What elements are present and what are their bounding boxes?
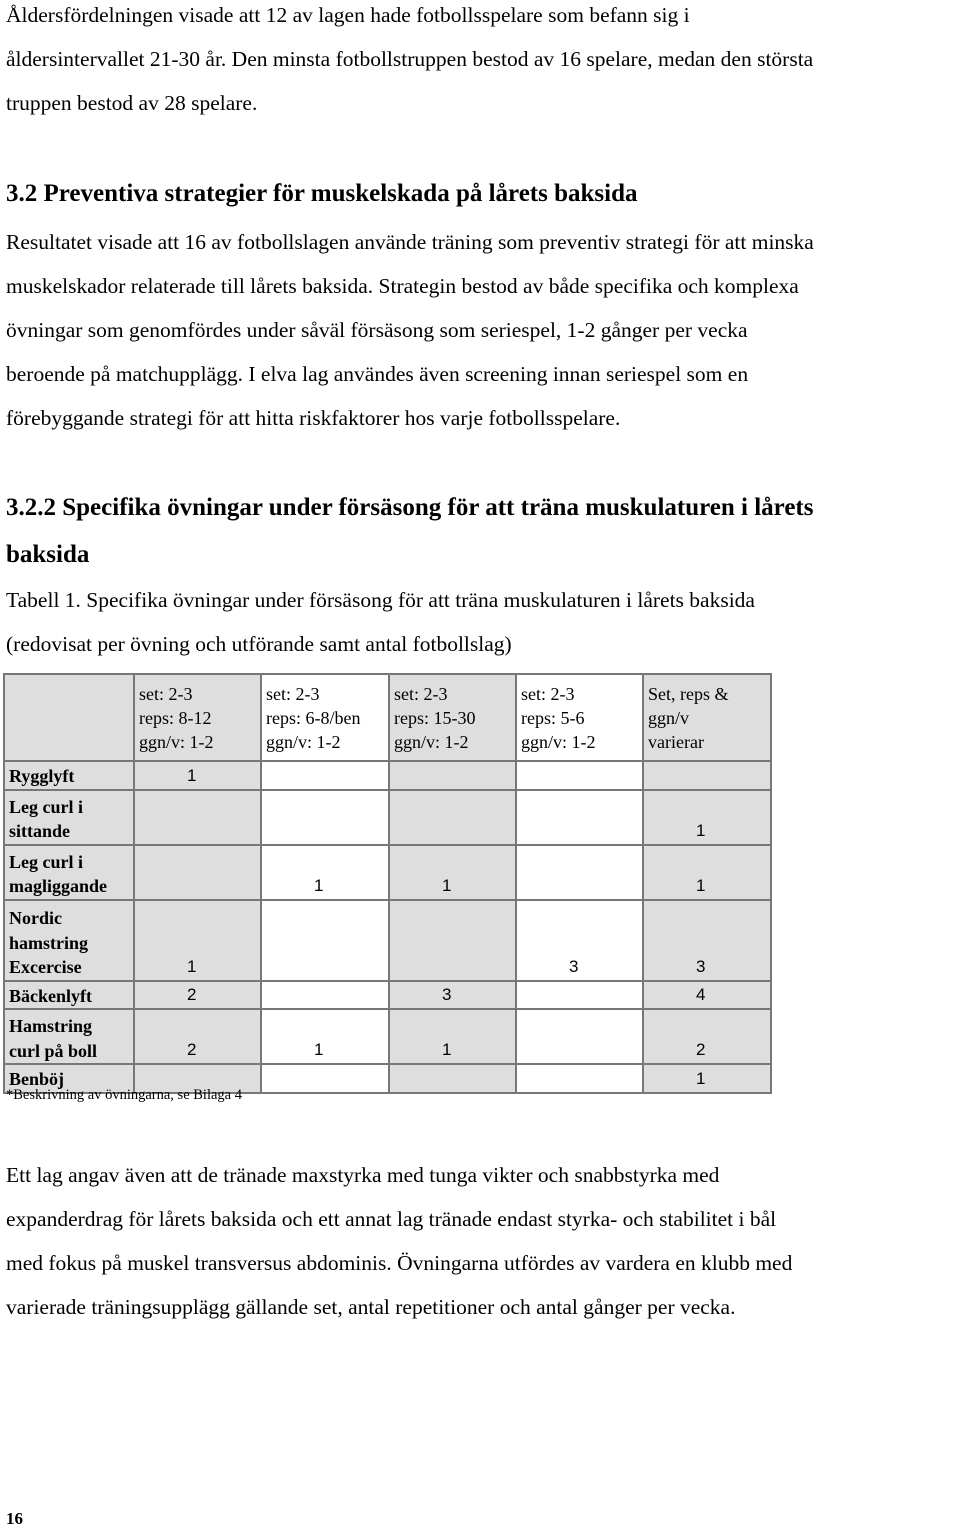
table-header-row	[4, 674, 771, 761]
value-cell	[516, 790, 643, 845]
exercise-label: magliggande	[9, 876, 108, 896]
team-count: 1	[696, 1068, 706, 1088]
value-cell	[134, 790, 261, 845]
value-cell	[516, 1009, 643, 1064]
value-cell	[643, 1064, 771, 1093]
table-footnote: *Beskrivning av övningarna, se Bilaga 4	[6, 1087, 242, 1103]
text-line: åldersintervallet 21-30 år. Den minsta fotbollstruppen bestod av 16 spelare, medan den största	[6, 47, 814, 71]
exercise-label: Benböj	[9, 1069, 65, 1089]
text-line: varierade träningsupplägg gällande set, antal repetitioner och antal gånger per vecka.	[6, 1295, 736, 1319]
value-cell	[261, 790, 389, 845]
section-heading: 3.2 Preventiva strategier för muskelskada på lårets baksida	[6, 180, 638, 207]
team-count: 3	[569, 956, 579, 976]
value-cell	[134, 761, 261, 790]
value-cell	[261, 900, 389, 981]
table-row	[4, 845, 771, 900]
value-cell	[516, 981, 643, 1010]
value-cell	[643, 845, 771, 900]
value-cell	[643, 900, 771, 981]
team-count: 1	[442, 875, 452, 895]
value-cell	[389, 1064, 516, 1093]
text-line: Resultatet visade att 16 av fotbollslagen använde träning som preventiv strategi för att minska	[6, 230, 814, 254]
header-cell: set: 2-3 reps: 5-6 ggn/v: 1-2	[516, 674, 643, 761]
caption-line: Tabell 1. Specifika övningar under försäsong för att träna muskulaturen i lårets baksida	[6, 588, 755, 612]
header-cell: Set, reps & ggn/v varierar	[643, 674, 771, 761]
table-row	[4, 900, 771, 981]
value-cell	[643, 981, 771, 1010]
text-line: beroende på matchupplägg. I elva lag användes även screening innan seriespel som en	[6, 362, 749, 386]
exercise-label-cell	[4, 1009, 134, 1064]
value-cell	[261, 1064, 389, 1093]
exercise-label: Nordic	[9, 908, 62, 928]
exercise-table	[3, 673, 772, 1094]
header-cell: set: 2-3 reps: 8-12 ggn/v: 1-2	[134, 674, 261, 761]
value-cell	[516, 900, 643, 981]
results-paragraph	[6, 220, 954, 440]
exercise-label: Bäckenlyft	[9, 985, 92, 1006]
text-line: med fokus på muskel transversus abdominis. Övningarna utfördes av vardera en klubb med	[6, 1251, 793, 1275]
exercise-label: hamstring	[9, 932, 89, 953]
value-cell	[643, 761, 771, 790]
exercise-label: Leg curl i	[9, 851, 83, 872]
team-count: 1	[187, 765, 197, 785]
text-line: Åldersfördelningen visade att 12 av lagen hade fotbollsspelare som befann sig i	[6, 3, 690, 27]
closing-paragraph	[6, 1153, 954, 1329]
text-line: muskelskador relaterade till lårets baksida. Strategin bestod av både specifika och komplexa	[6, 274, 799, 298]
exercise-label: Leg curl i	[9, 796, 83, 817]
text-line: övningar som genomfördes under såväl försäsong som seriespel, 1-2 gånger per vecka	[6, 318, 748, 342]
value-cell	[389, 1009, 516, 1064]
exercise-label: Rygglyft	[9, 766, 75, 786]
team-count: 3	[696, 956, 706, 976]
table-row	[4, 981, 771, 1010]
value-cell	[134, 845, 261, 900]
value-cell	[134, 900, 261, 981]
value-cell	[643, 790, 771, 845]
value-cell	[643, 1009, 771, 1064]
team-count: 2	[187, 985, 197, 1004]
team-count: 1	[314, 875, 324, 895]
value-cell	[134, 981, 261, 1010]
team-count: 4	[696, 985, 706, 1004]
value-cell	[516, 1064, 643, 1093]
team-count: 1	[696, 875, 706, 895]
subsection-heading	[6, 484, 954, 578]
team-count: 3	[442, 985, 452, 1004]
table-row	[4, 1009, 771, 1064]
team-count: 2	[696, 1040, 706, 1059]
value-cell	[134, 1009, 261, 1064]
exercise-label-cell	[4, 790, 134, 845]
heading-line: 3.2.2 Specifika övningar under försäsong för att träna muskulaturen i lårets	[6, 494, 814, 521]
value-cell	[261, 1009, 389, 1064]
exercise-label: Excercise	[9, 957, 82, 977]
page-number: 16	[6, 1509, 23, 1528]
value-cell	[261, 981, 389, 1010]
value-cell	[516, 845, 643, 900]
team-count: 1	[314, 1040, 324, 1059]
value-cell	[389, 761, 516, 790]
intro-paragraph	[6, 0, 954, 125]
header-corner-cell	[4, 674, 134, 761]
value-cell	[389, 981, 516, 1010]
exercise-label-cell	[4, 761, 134, 790]
team-count: 1	[187, 956, 197, 976]
exercise-label: Hamstring	[9, 1016, 92, 1036]
exercise-label-cell	[4, 900, 134, 981]
value-cell	[516, 761, 643, 790]
exercise-label-cell	[4, 845, 134, 900]
table-row	[4, 790, 771, 845]
team-count: 2	[187, 1040, 197, 1059]
header-cell: set: 2-3 reps: 6-8/ben ggn/v: 1-2	[261, 674, 389, 761]
team-count: 1	[696, 820, 706, 840]
table-caption	[6, 578, 954, 666]
exercise-label: curl på boll	[9, 1040, 98, 1061]
exercise-label-cell	[4, 981, 134, 1010]
value-cell	[389, 790, 516, 845]
team-count: 1	[442, 1040, 452, 1059]
text-line: förebyggande strategi för att hitta riskfaktorer hos varje fotbollsspelare.	[6, 406, 621, 430]
exercise-label: sittande	[9, 821, 71, 841]
text-line: truppen bestod av 28 spelare.	[6, 91, 258, 115]
text-line: expanderdrag för lårets baksida och ett annat lag tränade endast styrka- och stabilitet i bål	[6, 1207, 777, 1231]
heading-line: baksida	[6, 541, 90, 568]
value-cell	[389, 900, 516, 981]
header-cell: set: 2-3 reps: 15-30 ggn/v: 1-2	[389, 674, 516, 761]
value-cell	[389, 845, 516, 900]
value-cell	[261, 761, 389, 790]
text-line: Ett lag angav även att de tränade maxstyrka med tunga vikter och snabbstyrka med	[6, 1163, 720, 1187]
table-row	[4, 761, 771, 790]
caption-line: (redovisat per övning och utförande samt antal fotbollslag)	[6, 632, 512, 656]
value-cell	[261, 845, 389, 900]
